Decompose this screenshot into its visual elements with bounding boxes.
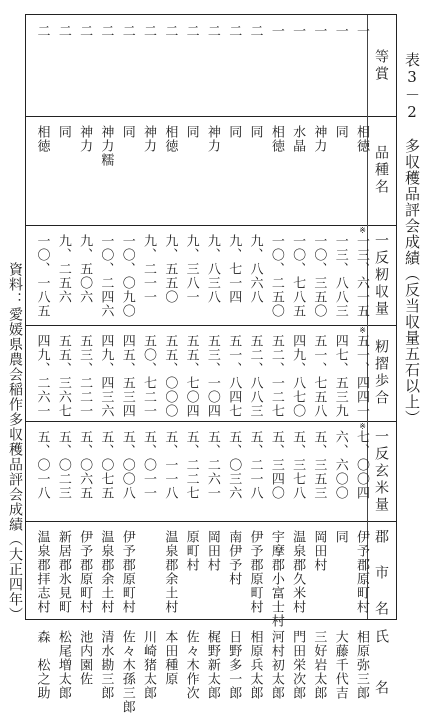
cell-location: 温泉郡余土村 — [162, 530, 178, 614]
cell-variety: 同 — [332, 125, 348, 139]
cell-location: 温泉郡久米村 — [290, 530, 306, 614]
header-location: 郡 市 名 — [373, 529, 389, 618]
cell-brown: 五、二二七 — [183, 430, 199, 500]
cell-paddy: 一〇、二四六 — [98, 234, 114, 318]
header-variety: 品種名 — [373, 145, 389, 196]
cell-name: 三好岩太郎 — [311, 630, 327, 700]
cell-brown: 五、〇三六 — [226, 430, 242, 500]
cell-paddy: 一〇、七八五 — [290, 234, 306, 318]
cell-ratio: 五一、八四七 — [226, 334, 242, 418]
cell-name: 大藤千代吉 — [332, 630, 348, 700]
cell-ratio: 四九、八七〇 — [290, 334, 306, 418]
cell-location: 同 — [332, 530, 348, 544]
cell-brown: 五、〇一一 — [141, 430, 156, 500]
cell-ratio: 四七、五三九 — [332, 334, 348, 418]
header-name: 氏 名 — [373, 629, 389, 697]
cell-name: 相原兵太郎 — [247, 630, 263, 700]
cell-location: 南伊予村 — [226, 530, 242, 586]
header-brown: 一反玄米量 — [373, 429, 389, 514]
header-rank: 等賞 — [373, 48, 389, 83]
cell-name: 松尾増太郎 — [55, 630, 71, 700]
row-divider — [26, 116, 396, 117]
cell-location: 伊予郡原町村 — [247, 530, 263, 614]
cell-rank: 一 — [268, 24, 284, 38]
cell-variety: 同 — [247, 125, 263, 139]
cell-variety: 同 — [119, 125, 135, 139]
row-divider — [26, 521, 396, 522]
cell-brown: 五、〇六五 — [77, 430, 93, 500]
footnote-mark: ※ — [359, 326, 366, 335]
cell-rank: 二 — [162, 24, 178, 38]
cell-ratio: 五二、八八三 — [247, 334, 263, 418]
cell-location: 伊予郡原町村 — [354, 530, 369, 614]
cell-paddy: 九、三八一 — [183, 234, 199, 304]
cell-ratio: 五五、三六七 — [55, 334, 71, 418]
cell-rank: 二 — [77, 24, 93, 38]
cell-paddy: 一〇、一八五 — [34, 234, 50, 318]
cell-name: 相原弥三郎 — [354, 630, 369, 700]
cell-name: 梶野新太郎 — [204, 630, 220, 700]
cell-ratio: 五二、一二七 — [268, 334, 284, 418]
page-title: 表3－2 多収穫品評会成績（反当収量五石以上） — [403, 52, 421, 426]
cell-rank: 一 — [354, 24, 369, 38]
cell-location: 伊予郡原町村 — [77, 530, 93, 614]
cell-ratio: 四九、二六一 — [34, 334, 50, 418]
cell-rank: 二 — [183, 24, 199, 38]
row-divider — [26, 421, 396, 422]
cell-location: 伊予郡原町村 — [119, 530, 135, 614]
cell-ratio: 四五、五三四 — [119, 334, 135, 418]
cell-rank: 一 — [290, 24, 306, 38]
cell-brown: 五、二一八 — [247, 430, 263, 500]
cell-location: 宇摩郡小富士村 — [268, 530, 284, 628]
results-table — [25, 14, 397, 714]
cell-brown: 五、〇七五 — [98, 430, 114, 500]
cell-ratio: 五三、一〇四 — [204, 334, 220, 418]
cell-name: 門田栄次郎 — [290, 630, 306, 700]
footnote-mark: ※ — [359, 422, 366, 431]
cell-brown: 五、〇二三 — [55, 430, 71, 500]
cell-location: 新居郡氷見町 — [55, 530, 71, 614]
cell-paddy: 一〇、三五〇 — [311, 234, 327, 318]
cell-variety: 同 — [183, 125, 199, 139]
source-note: 資料：愛媛県農会稲作多収穫品評会成績（大正四年） — [7, 262, 23, 622]
cell-variety: 神力 — [311, 125, 327, 153]
cell-variety: 神力糯 — [98, 125, 114, 167]
cell-variety: 相徳 — [268, 125, 284, 153]
cell-ratio: 五三、二二一 — [77, 334, 93, 418]
cell-brown: 五、二六一 — [204, 430, 220, 500]
cell-rank: 二 — [141, 24, 156, 38]
cell-name: 佐々木作次 — [183, 630, 199, 700]
cell-brown: 五、〇一八 — [34, 430, 50, 500]
cell-location: 温泉郡拝志村 — [34, 530, 50, 614]
cell-rank: 一 — [311, 24, 327, 38]
cell-ratio: 五一、七五八 — [311, 334, 327, 418]
cell-paddy: 九、八三八 — [204, 234, 220, 304]
cell-brown: 五、三五三 — [311, 430, 327, 500]
cell-variety: 同 — [226, 125, 242, 139]
row-divider — [26, 325, 396, 326]
cell-variety: 神力 — [204, 125, 220, 153]
cell-paddy: 九、七一四 — [226, 234, 242, 304]
cell-paddy: 九、五五〇 — [162, 234, 178, 304]
cell-ratio: 五〇、七二一 — [141, 334, 156, 418]
cell-rank: 二 — [34, 24, 50, 38]
cell-name: 佐々木孫三郎 — [119, 630, 135, 714]
cell-ratio: 四九、四三六 — [98, 334, 114, 418]
cell-paddy: 九、二五六 — [55, 234, 71, 304]
cell-brown: 六、六〇〇 — [332, 430, 348, 500]
cell-rank: 二 — [98, 24, 114, 38]
cell-ratio: 五五、七〇四 — [183, 334, 199, 418]
cell-paddy: 九、五〇六 — [77, 234, 93, 304]
cell-rank: 二 — [226, 24, 242, 38]
cell-brown: 七、〇〇四 — [354, 430, 369, 500]
cell-rank: 一 — [332, 24, 348, 38]
cell-ratio: 五一、四四一 — [354, 334, 369, 418]
cell-brown: 五、三七八 — [290, 430, 306, 500]
cell-ratio: 五五、〇〇〇 — [162, 334, 178, 418]
cell-brown: 五、三四〇 — [268, 430, 284, 500]
cell-paddy: 九、八六八 — [247, 234, 263, 304]
cell-variety: 相徳 — [34, 125, 50, 153]
cell-rank: 二 — [247, 24, 263, 38]
cell-name: 森 松之助 — [34, 630, 50, 700]
footnote-mark: ※ — [359, 226, 366, 235]
cell-brown: 五、一一八 — [162, 430, 178, 500]
cell-rank: 二 — [55, 24, 71, 38]
row-divider — [26, 225, 396, 226]
cell-paddy: 一三、六一五 — [354, 234, 369, 318]
cell-location: 岡田村 — [204, 530, 220, 572]
cell-location: 原町村 — [183, 530, 199, 572]
cell-name: 本田種原 — [162, 630, 178, 686]
cell-name: 池内園佐 — [77, 630, 93, 686]
cell-brown: 五、〇〇八 — [119, 430, 135, 500]
cell-paddy: 一〇、〇九〇 — [119, 234, 135, 318]
cell-name: 河村初太郎 — [268, 630, 284, 700]
cell-variety: 相徳 — [354, 125, 369, 153]
cell-variety: 水晶 — [290, 125, 306, 153]
cell-location: 岡田村 — [311, 530, 327, 572]
cell-rank: 二 — [119, 24, 135, 38]
cell-rank: 二 — [204, 24, 220, 38]
cell-paddy: 一〇、二五〇 — [268, 234, 284, 318]
cell-variety: 同 — [55, 125, 71, 139]
cell-variety: 相徳 — [162, 125, 178, 153]
cell-name: 川崎猪太郎 — [141, 630, 156, 700]
cell-variety: 神力 — [77, 125, 93, 153]
cell-name: 日野多一郎 — [226, 630, 242, 700]
cell-location: 温泉郡余土村 — [98, 530, 114, 614]
header-ratio: 籾摺歩合 — [373, 339, 389, 407]
cell-paddy: 九、二一一 — [141, 234, 156, 304]
cell-variety: 神力 — [141, 125, 156, 153]
cell-name: 清水勘三郎 — [98, 630, 114, 700]
header-paddy: 一反籾収量 — [373, 233, 389, 318]
cell-paddy: 一三、八八三 — [332, 234, 348, 318]
